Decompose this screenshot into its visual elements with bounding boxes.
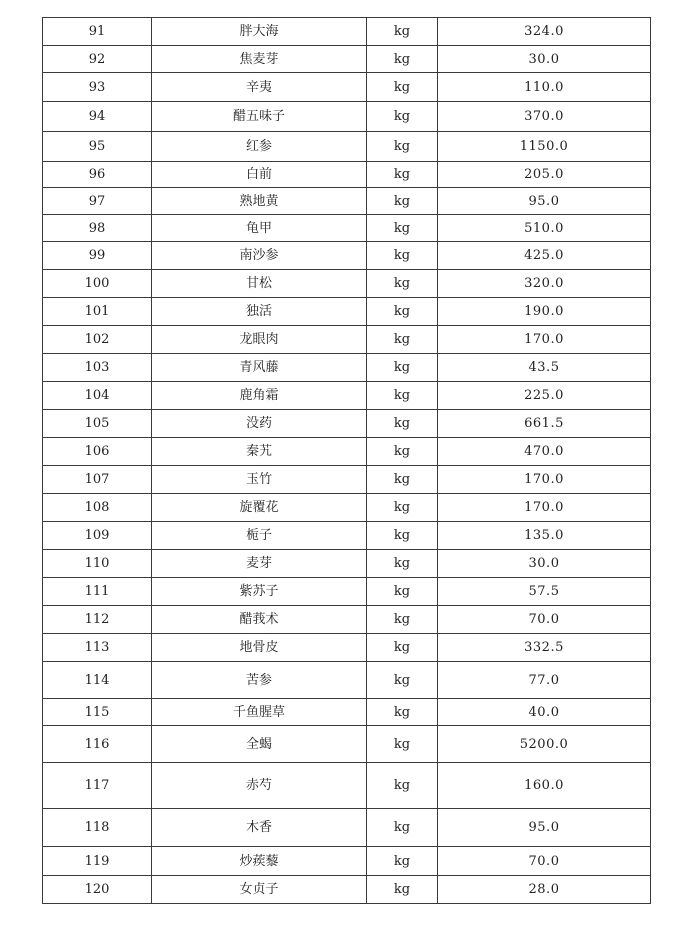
quantity-cell: 30.0 [438, 550, 651, 578]
table-row [43, 354, 651, 382]
row-number: 107 [43, 466, 152, 494]
medicine-table [42, 17, 651, 904]
table-row [43, 326, 651, 354]
quantity-cell: 661.5 [438, 410, 651, 438]
row-number: 110 [43, 550, 152, 578]
medicine-name: 醋莪术 [152, 606, 367, 634]
unit-cell: kg [367, 298, 438, 326]
table-row [43, 809, 651, 847]
unit-cell: kg [367, 876, 438, 904]
quantity-cell: 77.0 [438, 662, 651, 699]
row-number: 108 [43, 494, 152, 522]
unit-cell: kg [367, 809, 438, 847]
table-row [43, 298, 651, 326]
medicine-name: 玉竹 [152, 466, 367, 494]
row-number: 92 [43, 46, 152, 73]
row-number: 104 [43, 382, 152, 410]
unit-cell: kg [367, 102, 438, 132]
row-number: 93 [43, 73, 152, 102]
row-number: 117 [43, 763, 152, 809]
quantity-cell: 70.0 [438, 847, 651, 876]
unit-cell: kg [367, 438, 438, 466]
medicine-table-body [43, 18, 651, 904]
row-number: 91 [43, 18, 152, 46]
medicine-name: 胖大海 [152, 18, 367, 46]
quantity-cell: 320.0 [438, 270, 651, 298]
table-row [43, 494, 651, 522]
quantity-cell: 70.0 [438, 606, 651, 634]
quantity-cell: 510.0 [438, 215, 651, 242]
quantity-cell: 225.0 [438, 382, 651, 410]
table-row [43, 382, 651, 410]
medicine-name: 鹿角霜 [152, 382, 367, 410]
quantity-cell: 28.0 [438, 876, 651, 904]
unit-cell: kg [367, 578, 438, 606]
table-row [43, 763, 651, 809]
row-number: 116 [43, 726, 152, 763]
quantity-cell: 110.0 [438, 73, 651, 102]
quantity-cell: 170.0 [438, 466, 651, 494]
table-row [43, 662, 651, 699]
table-row [43, 876, 651, 904]
row-number: 114 [43, 662, 152, 699]
medicine-name: 苦参 [152, 662, 367, 699]
table-row [43, 699, 651, 726]
quantity-cell: 95.0 [438, 809, 651, 847]
unit-cell: kg [367, 242, 438, 270]
medicine-name: 女贞子 [152, 876, 367, 904]
unit-cell: kg [367, 726, 438, 763]
medicine-name: 南沙参 [152, 242, 367, 270]
row-number: 95 [43, 132, 152, 162]
table-row [43, 188, 651, 215]
row-number: 118 [43, 809, 152, 847]
row-number: 106 [43, 438, 152, 466]
medicine-name: 秦艽 [152, 438, 367, 466]
unit-cell: kg [367, 188, 438, 215]
table-row [43, 270, 651, 298]
table-row [43, 132, 651, 162]
row-number: 115 [43, 699, 152, 726]
medicine-name: 炒蒺藜 [152, 847, 367, 876]
table-row [43, 522, 651, 550]
table-row [43, 102, 651, 132]
medicine-name: 紫苏子 [152, 578, 367, 606]
row-number: 97 [43, 188, 152, 215]
row-number: 94 [43, 102, 152, 132]
row-number: 98 [43, 215, 152, 242]
row-number: 112 [43, 606, 152, 634]
medicine-name: 白前 [152, 162, 367, 188]
table-row [43, 18, 651, 46]
unit-cell: kg [367, 634, 438, 662]
table-row [43, 215, 651, 242]
row-number: 96 [43, 162, 152, 188]
unit-cell: kg [367, 326, 438, 354]
medicine-name: 龟甲 [152, 215, 367, 242]
table-row [43, 73, 651, 102]
unit-cell: kg [367, 550, 438, 578]
quantity-cell: 170.0 [438, 326, 651, 354]
table-row [43, 466, 651, 494]
medicine-name: 辛夷 [152, 73, 367, 102]
medicine-name: 地骨皮 [152, 634, 367, 662]
unit-cell: kg [367, 132, 438, 162]
unit-cell: kg [367, 18, 438, 46]
unit-cell: kg [367, 847, 438, 876]
table-row [43, 410, 651, 438]
table-row [43, 606, 651, 634]
medicine-name: 栀子 [152, 522, 367, 550]
quantity-cell: 170.0 [438, 494, 651, 522]
medicine-name: 麦芽 [152, 550, 367, 578]
unit-cell: kg [367, 73, 438, 102]
quantity-cell: 324.0 [438, 18, 651, 46]
unit-cell: kg [367, 522, 438, 550]
unit-cell: kg [367, 410, 438, 438]
row-number: 102 [43, 326, 152, 354]
row-number: 113 [43, 634, 152, 662]
quantity-cell: 40.0 [438, 699, 651, 726]
row-number: 120 [43, 876, 152, 904]
quantity-cell: 425.0 [438, 242, 651, 270]
medicine-name: 木香 [152, 809, 367, 847]
quantity-cell: 95.0 [438, 188, 651, 215]
quantity-cell: 160.0 [438, 763, 651, 809]
medicine-name: 独活 [152, 298, 367, 326]
unit-cell: kg [367, 466, 438, 494]
unit-cell: kg [367, 382, 438, 410]
medicine-name: 焦麦芽 [152, 46, 367, 73]
table-row [43, 438, 651, 466]
medicine-name: 醋五味子 [152, 102, 367, 132]
row-number: 103 [43, 354, 152, 382]
quantity-cell: 470.0 [438, 438, 651, 466]
unit-cell: kg [367, 699, 438, 726]
medicine-name: 甘松 [152, 270, 367, 298]
table-row [43, 634, 651, 662]
table-row [43, 578, 651, 606]
unit-cell: kg [367, 270, 438, 298]
unit-cell: kg [367, 763, 438, 809]
quantity-cell: 205.0 [438, 162, 651, 188]
row-number: 100 [43, 270, 152, 298]
quantity-cell: 57.5 [438, 578, 651, 606]
medicine-name: 熟地黄 [152, 188, 367, 215]
medicine-name: 没药 [152, 410, 367, 438]
quantity-cell: 1150.0 [438, 132, 651, 162]
table-row [43, 242, 651, 270]
quantity-cell: 332.5 [438, 634, 651, 662]
row-number: 101 [43, 298, 152, 326]
unit-cell: kg [367, 354, 438, 382]
medicine-name: 青风藤 [152, 354, 367, 382]
quantity-cell: 5200.0 [438, 726, 651, 763]
quantity-cell: 370.0 [438, 102, 651, 132]
row-number: 119 [43, 847, 152, 876]
quantity-cell: 30.0 [438, 46, 651, 73]
row-number: 109 [43, 522, 152, 550]
table-row [43, 726, 651, 763]
unit-cell: kg [367, 215, 438, 242]
unit-cell: kg [367, 494, 438, 522]
medicine-name: 千鱼腥草 [152, 699, 367, 726]
medicine-name: 龙眼肉 [152, 326, 367, 354]
table-row [43, 46, 651, 73]
unit-cell: kg [367, 662, 438, 699]
medicine-name: 红参 [152, 132, 367, 162]
medicine-name: 全蝎 [152, 726, 367, 763]
quantity-cell: 190.0 [438, 298, 651, 326]
row-number: 105 [43, 410, 152, 438]
row-number: 99 [43, 242, 152, 270]
quantity-cell: 43.5 [438, 354, 651, 382]
unit-cell: kg [367, 606, 438, 634]
quantity-cell: 135.0 [438, 522, 651, 550]
row-number: 111 [43, 578, 152, 606]
medicine-name: 赤芍 [152, 763, 367, 809]
unit-cell: kg [367, 162, 438, 188]
table-row [43, 550, 651, 578]
table-row [43, 162, 651, 188]
unit-cell: kg [367, 46, 438, 73]
table-row [43, 847, 651, 876]
medicine-name: 旋覆花 [152, 494, 367, 522]
